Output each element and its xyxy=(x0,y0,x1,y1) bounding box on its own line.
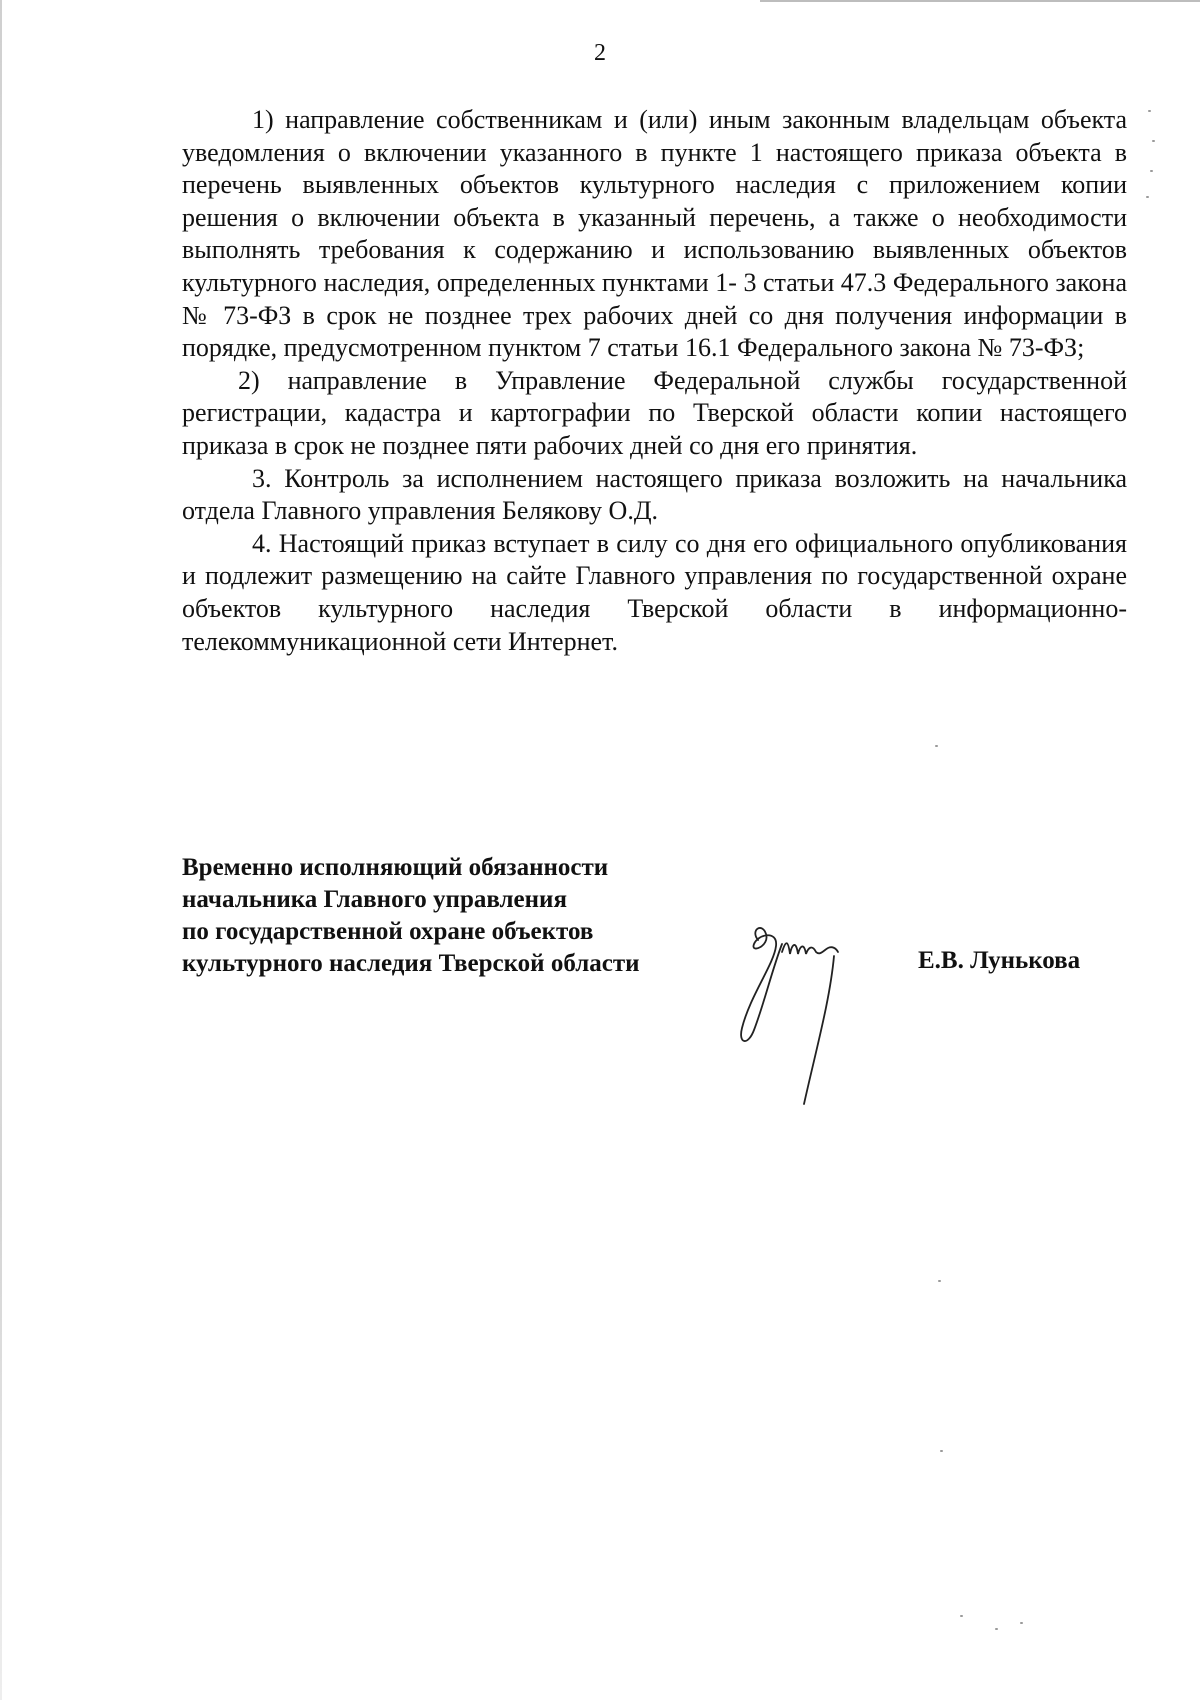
paragraph-item-1: 1) направление собственникам и (или) иным законным владельцам объекта уведомления о включении указанного в пункте 1 настоящего приказа объекта в перечень выявленных объектов культурного наследия с приложением копии решения о включении объекта в указанный перечень, а также о необходимости выполнять требования к содержанию и использованию выявленных объектов культурного наследия, определенных пунктами 1- 3 статьи 47.3 Федерального закона № 73-ФЗ в срок не позднее трех рабочих дней со дня получения информации в порядке, предусмотренном пунктом 7 статьи 16.1 Федерального закона № 73-ФЗ; xyxy=(182,105,1127,363)
position-line-2: начальника Главного управления xyxy=(182,886,567,913)
scan-speck xyxy=(1146,196,1149,198)
scan-edge-left xyxy=(0,0,2,1700)
scan-speck xyxy=(938,1280,941,1282)
scan-edge-top xyxy=(760,0,1200,2)
scan-speck xyxy=(1152,140,1155,142)
page-number: 2 xyxy=(594,40,606,66)
scan-speck xyxy=(1020,1622,1023,1624)
position-line-3: по государственной охране объектов xyxy=(182,918,594,945)
scan-speck xyxy=(1148,110,1151,112)
scan-speck xyxy=(1150,170,1153,172)
position-line-4: культурного наследия Тверской области xyxy=(182,950,640,977)
position-line-1: Временно исполняющий обязанности xyxy=(182,854,609,881)
order-body-text xyxy=(182,104,1127,658)
scan-speck xyxy=(995,1628,998,1630)
paragraph-clause-3: 3. Контроль за исполнением настоящего приказа возложить на начальника отдела Главного управления Белякову О.Д. xyxy=(182,463,1127,526)
scan-speck xyxy=(940,1450,943,1452)
paragraph-item-2: 2) направление в Управление Федеральной службы государственной регистрации, кадастра и картографии по Тверской области копии настоящего приказа в срок не позднее пяти рабочих дней со дня его принятия. xyxy=(182,365,1127,460)
signatory-name: Е.В. Лунькова xyxy=(918,947,1081,974)
handwritten-signature-icon xyxy=(720,900,880,1110)
paragraph-clause-4: 4. Настоящий приказ вступает в силу со дня его официального опубликования и подлежит размещению на сайте Главного управления по государственной охране объектов культурного наследия Тверской области в информационно-телекоммуникационной сети Интернет. xyxy=(182,528,1127,656)
scan-speck xyxy=(960,1615,963,1617)
scan-speck xyxy=(935,745,938,747)
signatory-position xyxy=(182,852,742,980)
